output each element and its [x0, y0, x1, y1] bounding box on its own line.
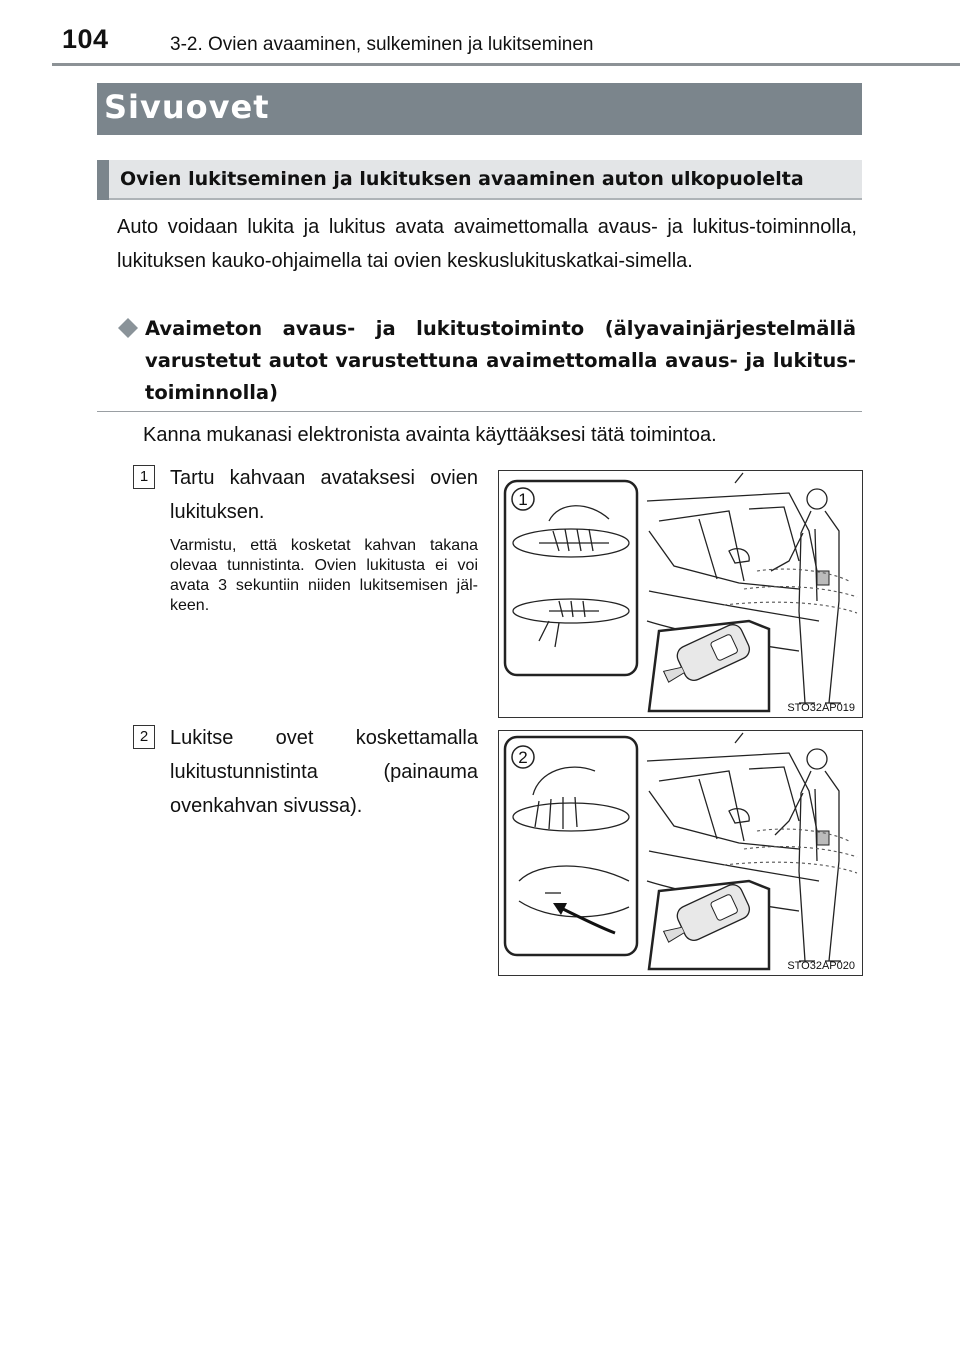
figure-step-1 [498, 470, 863, 718]
door-lock-sensor-illustration [499, 731, 862, 975]
intro-paragraph: Auto voidaan lukita ja lukitus avata avaimettomalla avaus- ja lukitus-toiminnolla, lukituksen kauko-ohjaimella tai ovien keskuslukituskatkai-simella. [117, 216, 857, 272]
carry-key-text: Kanna mukanasi elektronista avainta käyttääksesi tätä toimintoa. [143, 424, 717, 446]
subsection-title: Ovien lukitseminen ja lukituksen avaaminen auton ulkopuolelta [120, 168, 804, 190]
inset-label-2: 2 [518, 748, 528, 767]
page-number: 104 [62, 24, 109, 54]
figure-code-2: STO32AP020 [787, 960, 855, 972]
step-2-text: Lukitse ovet koskettamalla lukitustunnistinta (painauma ovenkahvan sivussa). [170, 727, 478, 817]
feature-title: Avaimeton avaus- ja lukitustoiminto (älyavainjärjestelmällä varustetut autot varustettuna avaimettomalla avaus- ja lukitus-toiminnolla) [145, 317, 856, 404]
step-number-1: 1 [133, 465, 155, 489]
header-rule [52, 63, 960, 66]
section-title: Sivuovet [104, 88, 270, 126]
subsection-accent [97, 160, 109, 200]
door-handle-unlock-illustration [499, 471, 862, 717]
step-1-note: Varmistu, että kosketat kahvan takana olevaa tunnistinta. Ovien lukitusta ei voi avata 3 sekuntiin niiden lukitsemisen jäl-keen. [170, 537, 478, 614]
figure-code-1: STO32AP019 [787, 702, 855, 714]
figure-step-2 [498, 730, 863, 976]
running-header: 3-2. Ovien avaaminen, sulkeminen ja lukitseminen [170, 34, 594, 55]
step-1-text: Tartu kahvaan avataksesi ovien lukituksen. [170, 467, 478, 523]
feature-divider [97, 411, 862, 412]
step-number-2: 2 [133, 725, 155, 749]
inset-label-1: 1 [518, 490, 528, 509]
diamond-bullet-icon [117, 317, 139, 339]
